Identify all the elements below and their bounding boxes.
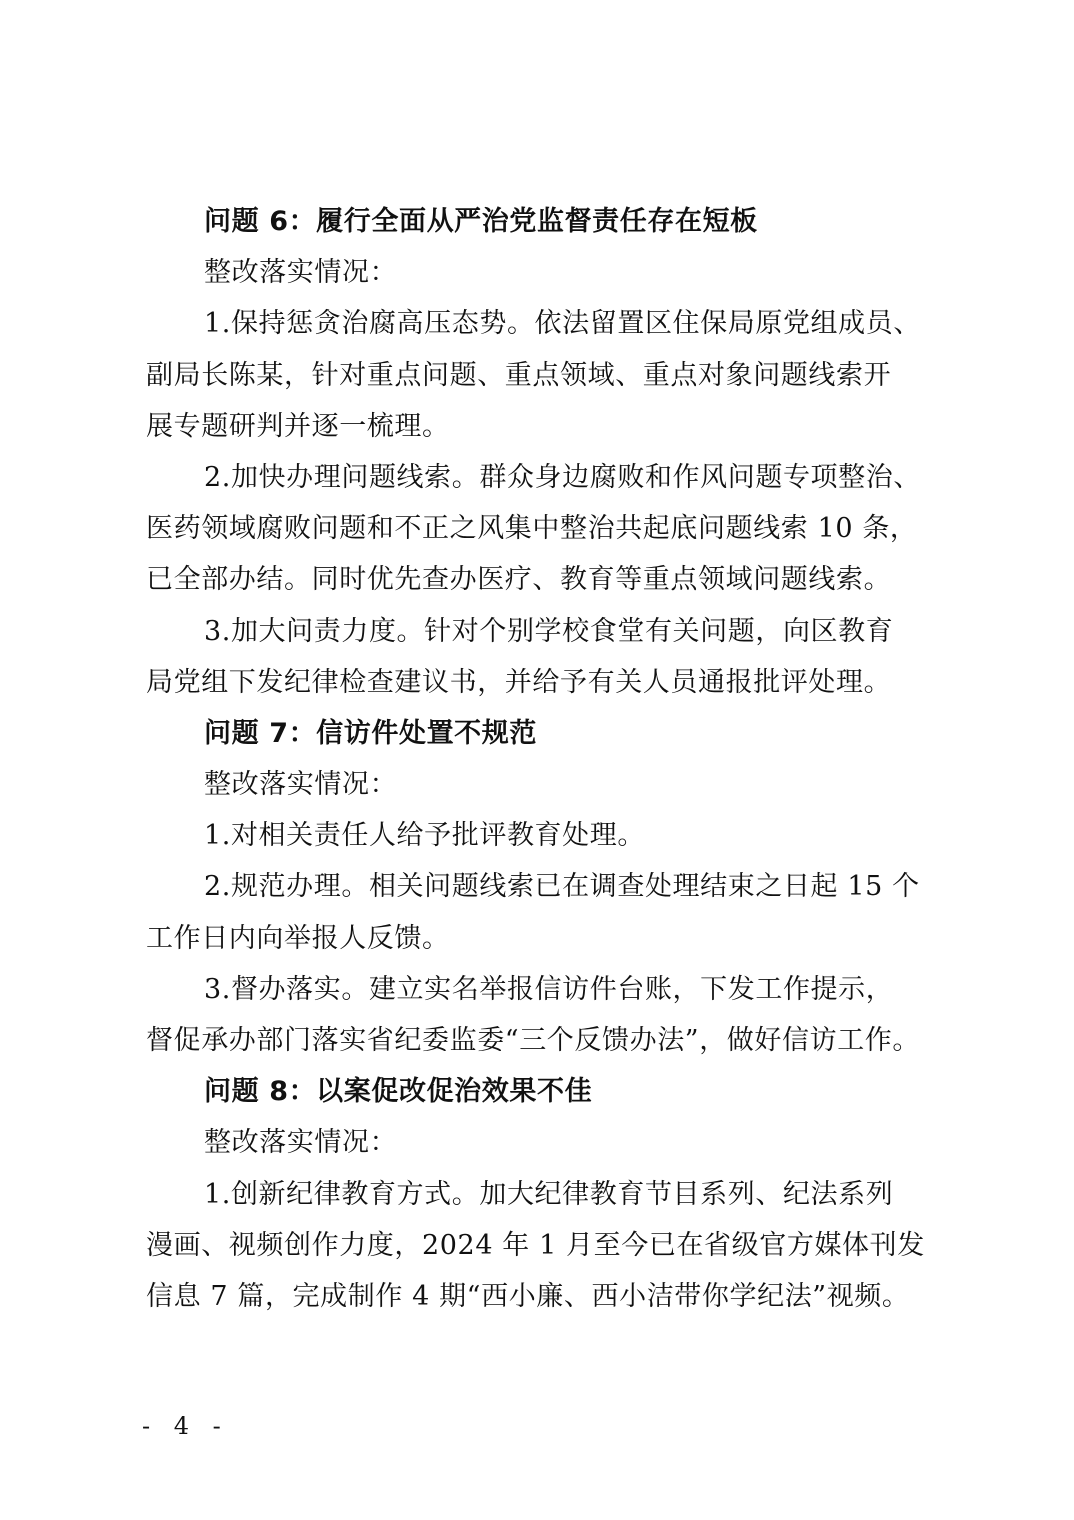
paragraph-line: 信息 7 篇，完成制作 4 期“西小廉、西小洁带你学纪法”视频。 [146,1280,910,1312]
paragraph-line: 副局长陈某，针对重点问题、重点领域、重点对象问题线索开 [146,359,892,391]
section-heading-issue-6: 问题 6：履行全面从严治党监督责任存在短板 [204,206,758,237]
document-body [146,196,934,1322]
paragraph-line: 医药领域腐败问题和不正之风集中整治共起底问题线索 10 条， [146,513,918,545]
paragraph-line: 整改落实情况： [204,257,398,289]
paragraph-line: 2.加快办理问题线索。群众身边腐败和作风问题专项整治、 [204,461,921,493]
paragraph-line: 整改落实情况： [204,769,398,801]
paragraph-line: 3.加大问责力度。针对个别学校食堂有关问题，向区教育 [204,615,894,647]
paragraph-line: 漫画、视频创作力度，2024 年 1 月至今已在省级官方媒体刊发 [146,1229,925,1261]
paragraph-line: 1.对相关责任人给予批评教育处理。 [204,820,645,852]
paragraph-line: 整改落实情况： [204,1127,398,1159]
paragraph-line: 展专题研判并逐一梳理。 [146,410,450,442]
section-heading-issue-7: 问题 7：信访件处置不规范 [204,717,537,749]
page-number: - 4 - [142,1412,229,1440]
paragraph-line: 已全部办结。同时优先查办医疗、教育等重点领域问题线索。 [146,564,892,596]
paragraph-line: 3.督办落实。建立实名举报信访件台账，下发工作提示， [204,973,894,1005]
paragraph-line: 1.保持惩贪治腐高压态势。依法留置区住保局原党组成员、 [204,308,921,340]
paragraph-line: 局党组下发纪律检查建议书，并给予有关人员通报批评处理。 [146,666,892,698]
paragraph-line: 督促承办部门落实省纪委监委“三个反馈办法”，做好信访工作。 [146,1025,921,1056]
section-heading-issue-8: 问题 8：以案促改促治效果不佳 [204,1076,593,1108]
paragraph-line: 2.规范办理。相关问题线索已在调查处理结束之日起 15 个 [204,871,920,903]
paragraph-line: 工作日内向举报人反馈。 [146,922,450,954]
paragraph-line: 1.创新纪律教育方式。加大纪律教育节目系列、纪法系列 [204,1178,894,1210]
